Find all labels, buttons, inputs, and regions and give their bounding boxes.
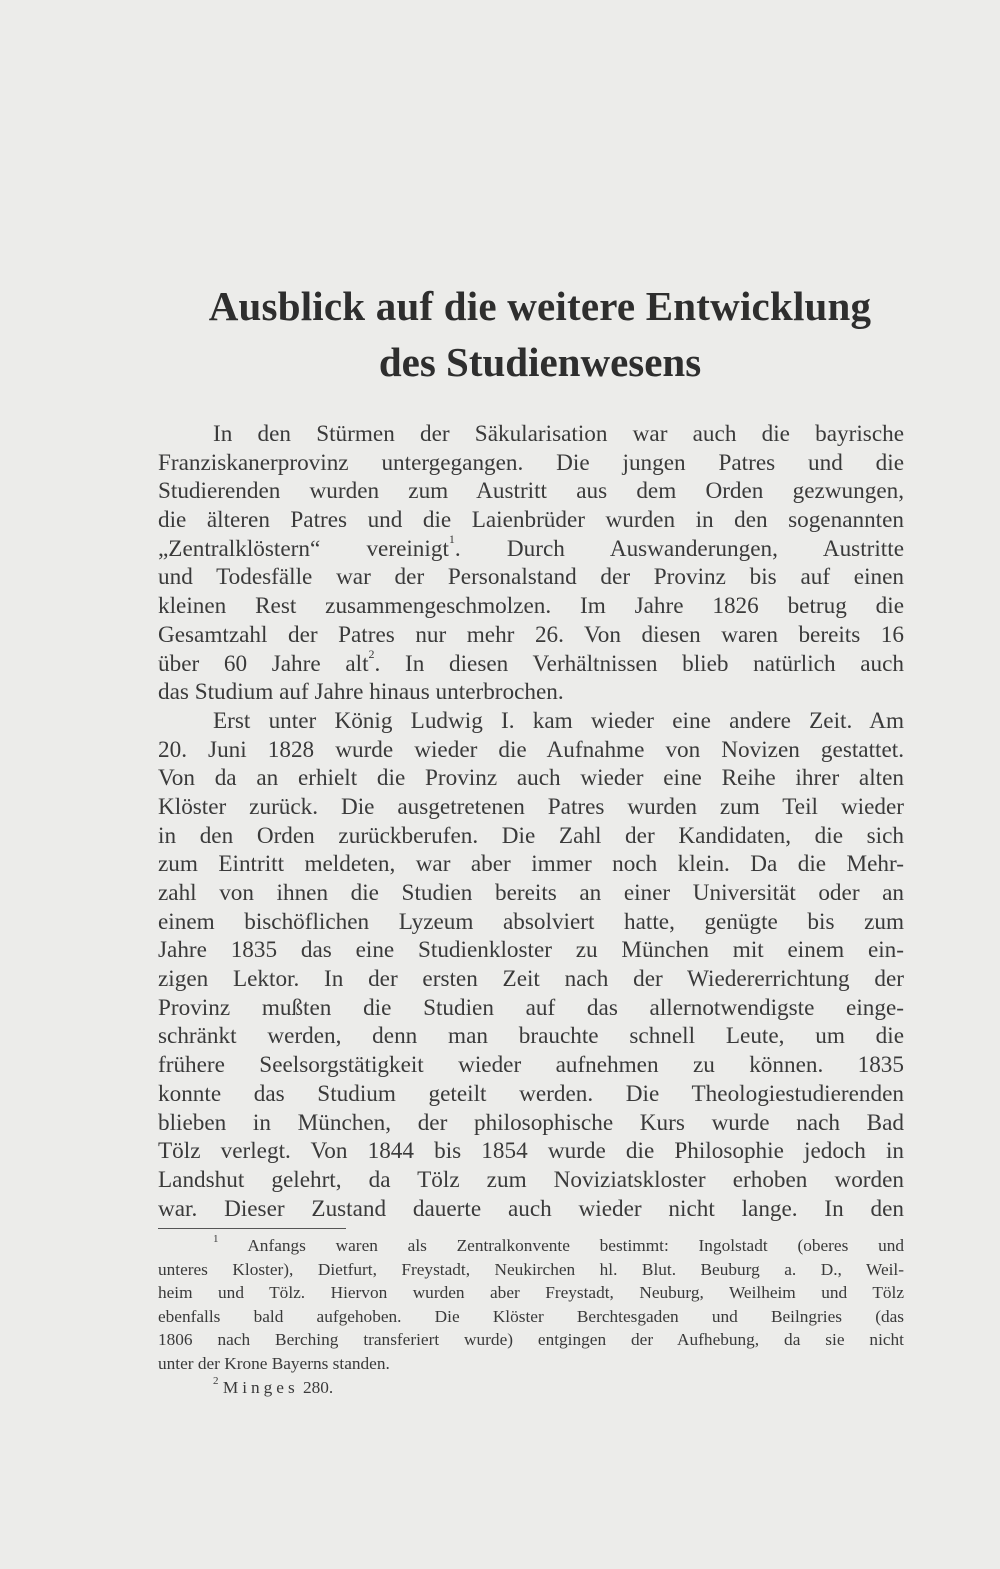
text-line: kleinen Rest zusammengeschmolzen. Im Jahre 1826 betrug die	[158, 593, 904, 620]
text-line: schränkt werden, denn man brauchte schnell Leute, um die	[158, 1023, 904, 1050]
text-line	[158, 646, 904, 679]
text-line: war. Dieser Zustand dauerte auch wieder nicht lange. In den	[158, 1195, 904, 1222]
text-segment: . Durch Auswanderungen, Austritte	[454, 535, 904, 562]
text-line: Tölz verlegt. Von 1844 bis 1854 wurde die Philosophie jedoch in	[158, 1138, 904, 1165]
footnote-2-page: 280.	[303, 1377, 334, 1397]
text-line: einem bischöflichen Lyzeum absolviert hatte, genügte bis zum	[158, 908, 904, 935]
footnote-1-line	[158, 1234, 904, 1258]
footnote-1-line: unter der Krone Bayerns standen.	[158, 1353, 390, 1373]
text-line: zahl von ihnen die Studien bereits an einer Universität oder an	[158, 880, 904, 906]
text-segment: Anfangs waren als Zentralkonvente bestimmt: Ingolstadt (oberes und	[247, 1236, 904, 1255]
text-line: Gesamtzahl der Patres nur mehr 26. Von diesen waren bereits 16	[158, 621, 904, 648]
text-segment: über 60 Jahre alt	[158, 650, 369, 677]
text-line: 20. Juni 1828 wurde wieder die Aufnahme von Novizen gestattet.	[158, 736, 904, 763]
title-line-1: Ausblick auf die weitere Entwicklung	[208, 283, 872, 329]
text-line: das Studium auf Jahre hinaus unterbrochen.	[158, 679, 564, 706]
text-line: Jahre 1835 das eine Studienkloster zu München mit einem ein-	[158, 937, 904, 964]
footnote-2-line	[158, 1376, 904, 1400]
text-segment: „Zentralklöstern“ vereinigt	[158, 535, 449, 562]
text-line: blieben in München, der philosophische Kurs wurde nach Bad	[158, 1109, 904, 1136]
text-line: Erst unter König Ludwig I. kam wieder eine andere Zeit. Am	[213, 707, 904, 734]
body-text	[158, 420, 904, 1223]
footnote-divider	[158, 1228, 346, 1229]
title-line-2: des Studienwesens	[378, 339, 702, 385]
footnote-2-author: Minges	[222, 1377, 299, 1397]
text-line: Klöster zurück. Die ausgetretenen Patres wurden zum Teil wieder	[158, 793, 904, 820]
footnote-1-line: ebenfalls bald aufgehoben. Die Klöster Berchtesgaden und Beilngries (das	[158, 1306, 904, 1326]
footnotes	[158, 1234, 904, 1399]
footnote-marker-2: 2	[213, 1374, 219, 1387]
text-line: konnte das Studium geteilt werden. Die Theologiestudierenden	[158, 1080, 904, 1107]
text-line: zigen Lektor. In der ersten Zeit nach der Wiedererrichtung der	[158, 966, 904, 993]
text-line: Landshut gelehrt, da Tölz zum Noviziatskloster erhoben worden	[158, 1166, 904, 1193]
text-line: und Todesfälle war der Personalstand der Provinz bis auf einen	[158, 564, 904, 591]
footnote-marker-1: 1	[213, 1233, 219, 1245]
text-line: frühere Seelsorgstätigkeit wieder aufnehmen zu können. 1835	[158, 1052, 904, 1079]
footnote-1-line: unteres Kloster), Dietfurt, Freystadt, Neukirchen hl. Blut. Beuburg a. D., Weil-	[158, 1259, 904, 1279]
text-line: in den Orden zurückberufen. Die Zahl der Kandidaten, die sich	[158, 822, 904, 849]
text-line: Von da an erhielt die Provinz auch wieder eine Reihe ihrer alten	[158, 765, 904, 792]
footnote-1-line: 1806 nach Berching transferiert wurde) entgingen der Aufhebung, da sie nicht	[158, 1330, 904, 1350]
text-line: Franziskanerprovinz untergegangen. Die jungen Patres und die	[158, 449, 904, 476]
text-line: die älteren Patres und die Laienbrüder wurden in den sogenannten	[158, 507, 904, 534]
text-line: In den Stürmen der Säkularisation war auch die bayrische	[213, 421, 904, 447]
text-segment: . In diesen Verhältnissen blieb natürlich auch	[374, 650, 904, 677]
footnote-1-line: heim und Tölz. Hiervon wurden aber Freystadt, Neuburg, Weilheim und Tölz	[158, 1283, 904, 1303]
text-line	[158, 531, 904, 564]
text-line: zum Eintritt meldeten, war aber immer noch klein. Da die Mehr-	[158, 851, 904, 878]
text-line: Provinz mußten die Studien auf das allernotwendigste einge-	[158, 994, 904, 1021]
text-line: Studierenden wurden zum Austritt aus dem Orden gezwungen,	[158, 478, 904, 505]
chapter-title	[150, 278, 930, 390]
footnote-ref-2: 2	[368, 646, 375, 661]
footnote-ref-1: 1	[448, 531, 455, 546]
